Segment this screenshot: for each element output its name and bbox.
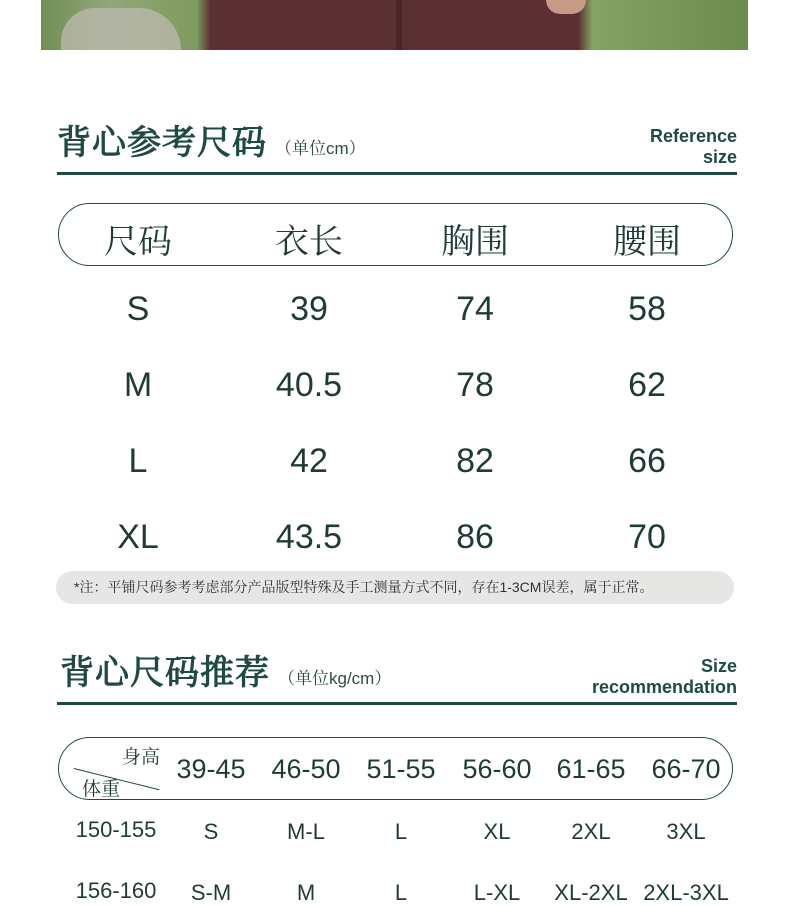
header-range: 46-50	[271, 754, 341, 784]
table-cell: 62	[628, 366, 666, 404]
photo-hand	[546, 0, 586, 14]
row-label: 156-160	[75, 878, 157, 903]
table-cell: S-M	[190, 880, 232, 905]
table-cell: 78	[456, 366, 494, 404]
table-cell: 86	[456, 518, 494, 556]
photo-garment-seam	[396, 0, 402, 50]
size-reference-header	[57, 110, 737, 175]
table-cell: M	[296, 880, 316, 905]
table-cell: 74	[456, 290, 494, 328]
table-cell: 70	[628, 518, 666, 556]
table-cell: 3XL	[666, 819, 706, 844]
header-length: 衣长	[275, 223, 343, 261]
english-line-2: size	[702, 147, 737, 167]
english-line-2: recommendation	[591, 677, 737, 697]
section-title: 背心尺码推荐 （单位kg/cm）	[60, 654, 392, 692]
table-cell: M-L	[287, 819, 325, 844]
table-cell: 58	[628, 290, 666, 328]
measurement-note: *注：平铺尺码参考考虑部分产品版型特殊及手工测量方式不同，存在1-3CM误差，属于正常。	[56, 571, 734, 604]
header-size: 尺码	[104, 223, 172, 261]
table-cell: M	[123, 366, 153, 404]
header-waist: 腰围	[613, 223, 681, 261]
size-recommendation-header	[57, 640, 737, 705]
section-title: 背心参考尺码 （单位cm）	[57, 124, 366, 162]
header-range: 56-60	[462, 754, 532, 784]
english-line-1: Reference	[649, 126, 737, 146]
table-cell: 82	[456, 442, 494, 480]
section-unit: （单位cm）	[275, 139, 366, 158]
product-photo	[41, 0, 748, 50]
row-label: 150-155	[75, 817, 157, 842]
table-cell: L	[394, 819, 408, 844]
table-cell: 66	[628, 442, 666, 480]
table-cell: L	[128, 442, 148, 480]
table-cell: XL	[483, 819, 511, 844]
header-range: 39-45	[176, 754, 246, 784]
header-range: 51-55	[366, 754, 436, 784]
table-cell: S	[203, 819, 219, 844]
section-english-title	[650, 126, 737, 168]
section-unit: （单位kg/cm）	[278, 669, 392, 688]
table-cell: 43.5	[275, 518, 343, 556]
table-cell: 40.5	[275, 366, 343, 404]
header-chest: 胸围	[441, 223, 509, 261]
table-cell: 42	[290, 442, 328, 480]
table-cell: 39	[290, 290, 328, 328]
table-cell: 2XL-3XL	[643, 880, 729, 905]
table-cell: XL	[117, 518, 159, 556]
header-range: 61-65	[556, 754, 626, 784]
table-cell: XL-2XL	[554, 880, 628, 905]
table-cell: L	[394, 880, 408, 905]
section-english-title	[592, 656, 737, 698]
english-line-1: Size	[700, 656, 737, 676]
photo-rock	[61, 8, 181, 50]
header-range: 66-70	[651, 754, 721, 784]
corner-weight-label: 体重	[82, 779, 121, 800]
table-cell: S	[126, 290, 150, 328]
table-cell: L-XL	[473, 880, 521, 905]
corner-height-label: 身高	[122, 747, 161, 768]
table-cell: 2XL	[571, 819, 611, 844]
